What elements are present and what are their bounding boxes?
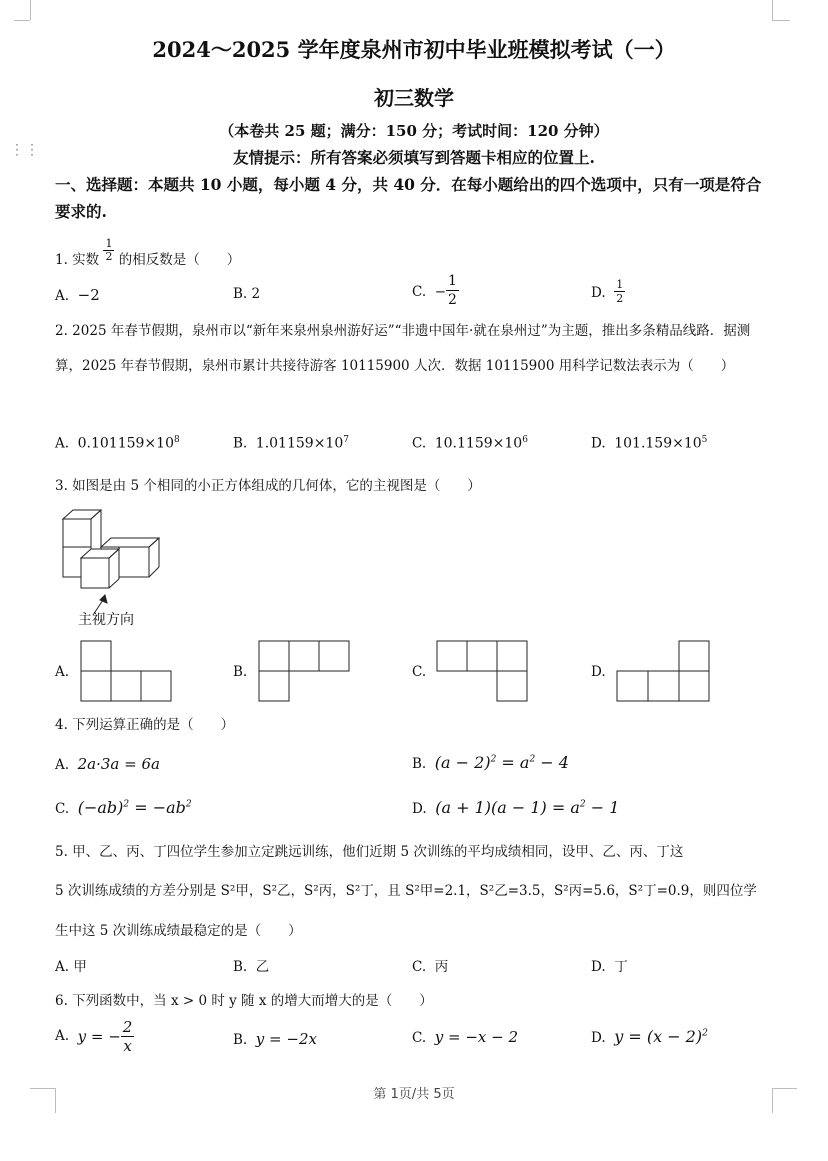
q2-option-c[interactable]: C. $10.1159\times 10^6$: [412, 435, 528, 452]
fraction-half: $\frac{1}{2}$: [105, 237, 113, 263]
question-4: 4. 下列运算正确的是（ ）: [55, 717, 235, 733]
question-3: 3. 如图是由 5 个相同的小正方体组成的几何体，它的主视图是（ ）: [55, 478, 481, 494]
q3-option-a-figure[interactable]: [80, 640, 175, 702]
q3-option-b-figure[interactable]: [258, 640, 353, 702]
q3-option-c-label[interactable]: C.: [412, 664, 427, 680]
q6-option-d[interactable]: D. $y = (x - 2)^2$: [591, 1027, 708, 1046]
q4-option-d[interactable]: D. $(a + 1)(a - 1) = a^2 - 1$: [412, 798, 620, 817]
question-5-line-1: 5. 甲、乙、丙、丁四位学生参加立定跳远训练，他们近期 5 次训练的平均成绩相同，设甲、乙、丙、丁这: [55, 844, 684, 860]
q4-option-c[interactable]: C. $(-ab)^2 = -ab^2$: [55, 798, 192, 817]
q4-option-a[interactable]: A. 2a·3a = 6a: [55, 755, 160, 773]
question-5-line-3: 生中这 5 次训练成绩最稳定的是（ ）: [55, 923, 302, 939]
q2-option-d[interactable]: D. $101.159\times 10^5$: [591, 435, 708, 452]
question-6: 6. 下列函数中，当 x > 0 时 y 随 x 的增大而增大的是（ ）: [55, 993, 433, 1009]
q4-option-b[interactable]: B. $(a - 2)^2 = a^2 - 4$: [412, 753, 569, 772]
q3-option-a-label[interactable]: A.: [55, 664, 70, 680]
q5-option-a[interactable]: A. 甲: [55, 959, 87, 975]
q1-option-d[interactable]: D. $\frac{1}{2}$: [591, 278, 624, 305]
question-1: 1. 实数 $\frac{1}{2}$ 的相反数是（ ）: [55, 237, 241, 268]
exam-subtitle: 初三数学: [374, 86, 454, 110]
exam-info: （本卷共 25 题；满分：150 分；考试时间：120 分钟）: [219, 122, 609, 140]
exam-tip: 友情提示：所有答案必须填写到答题卡相应的位置上.: [233, 148, 595, 167]
q6-option-c[interactable]: C. y = −x − 2: [412, 1028, 518, 1046]
q5-option-b[interactable]: B. 乙: [233, 959, 270, 975]
question-5-line-2: 5 次训练成绩的方差分别是 S²甲，S²乙，S²丙，S²丁，且 S²甲=2.1，S²乙=3.5，S²丙=5.6，S²丁=0.9，则四位学: [55, 883, 757, 899]
view-direction-label: 主视方向: [78, 612, 134, 628]
q5-option-c[interactable]: C. 丙: [412, 959, 449, 975]
q6-option-b[interactable]: B. y = −2x: [233, 1030, 317, 1048]
question-2: 2. 2025 年春节假期，泉州市以“新年来泉州泉州游好运”“非遗中国年·就在泉州过”为主题，推出多条精品线路．据测算，2025 年春节假期，泉州市累计共接待游客 10115900 人次．数据 10115900 用科学记数法表示为（ ）: [55, 323, 751, 374]
section-heading: 一、选择题：本题共 10 小题，每小题 4 分，共 40 分．在每小题给出的四个选项中，只有一项是符合要求的.: [55, 175, 762, 221]
q1-option-a[interactable]: A. −2: [55, 286, 100, 304]
q3-option-d-label[interactable]: D.: [591, 664, 606, 680]
q1-option-c[interactable]: C. − $\frac{1}{2}$: [412, 273, 457, 308]
drag-handle-icon[interactable]: ⋮⋮: [10, 142, 40, 158]
q3-option-c-figure[interactable]: [436, 640, 531, 702]
q2-option-b[interactable]: B. $1.01159\times 10^7$: [233, 435, 349, 452]
q1-option-b[interactable]: B. 2: [233, 286, 261, 302]
q6-option-a[interactable]: A. y = − $\frac{2}{x}$: [55, 1018, 133, 1055]
q5-option-d[interactable]: D. 丁: [591, 959, 628, 975]
exam-title: 2024～2025 学年度泉州市初中毕业班模拟考试（一）: [152, 37, 676, 62]
q2-option-a[interactable]: A. $0.101159\times 10^8$: [55, 435, 180, 452]
page-footer: 第 1页/共 5页: [373, 1087, 455, 1102]
q3-option-d-figure[interactable]: [616, 640, 711, 702]
q3-option-b-label[interactable]: B.: [233, 664, 248, 680]
